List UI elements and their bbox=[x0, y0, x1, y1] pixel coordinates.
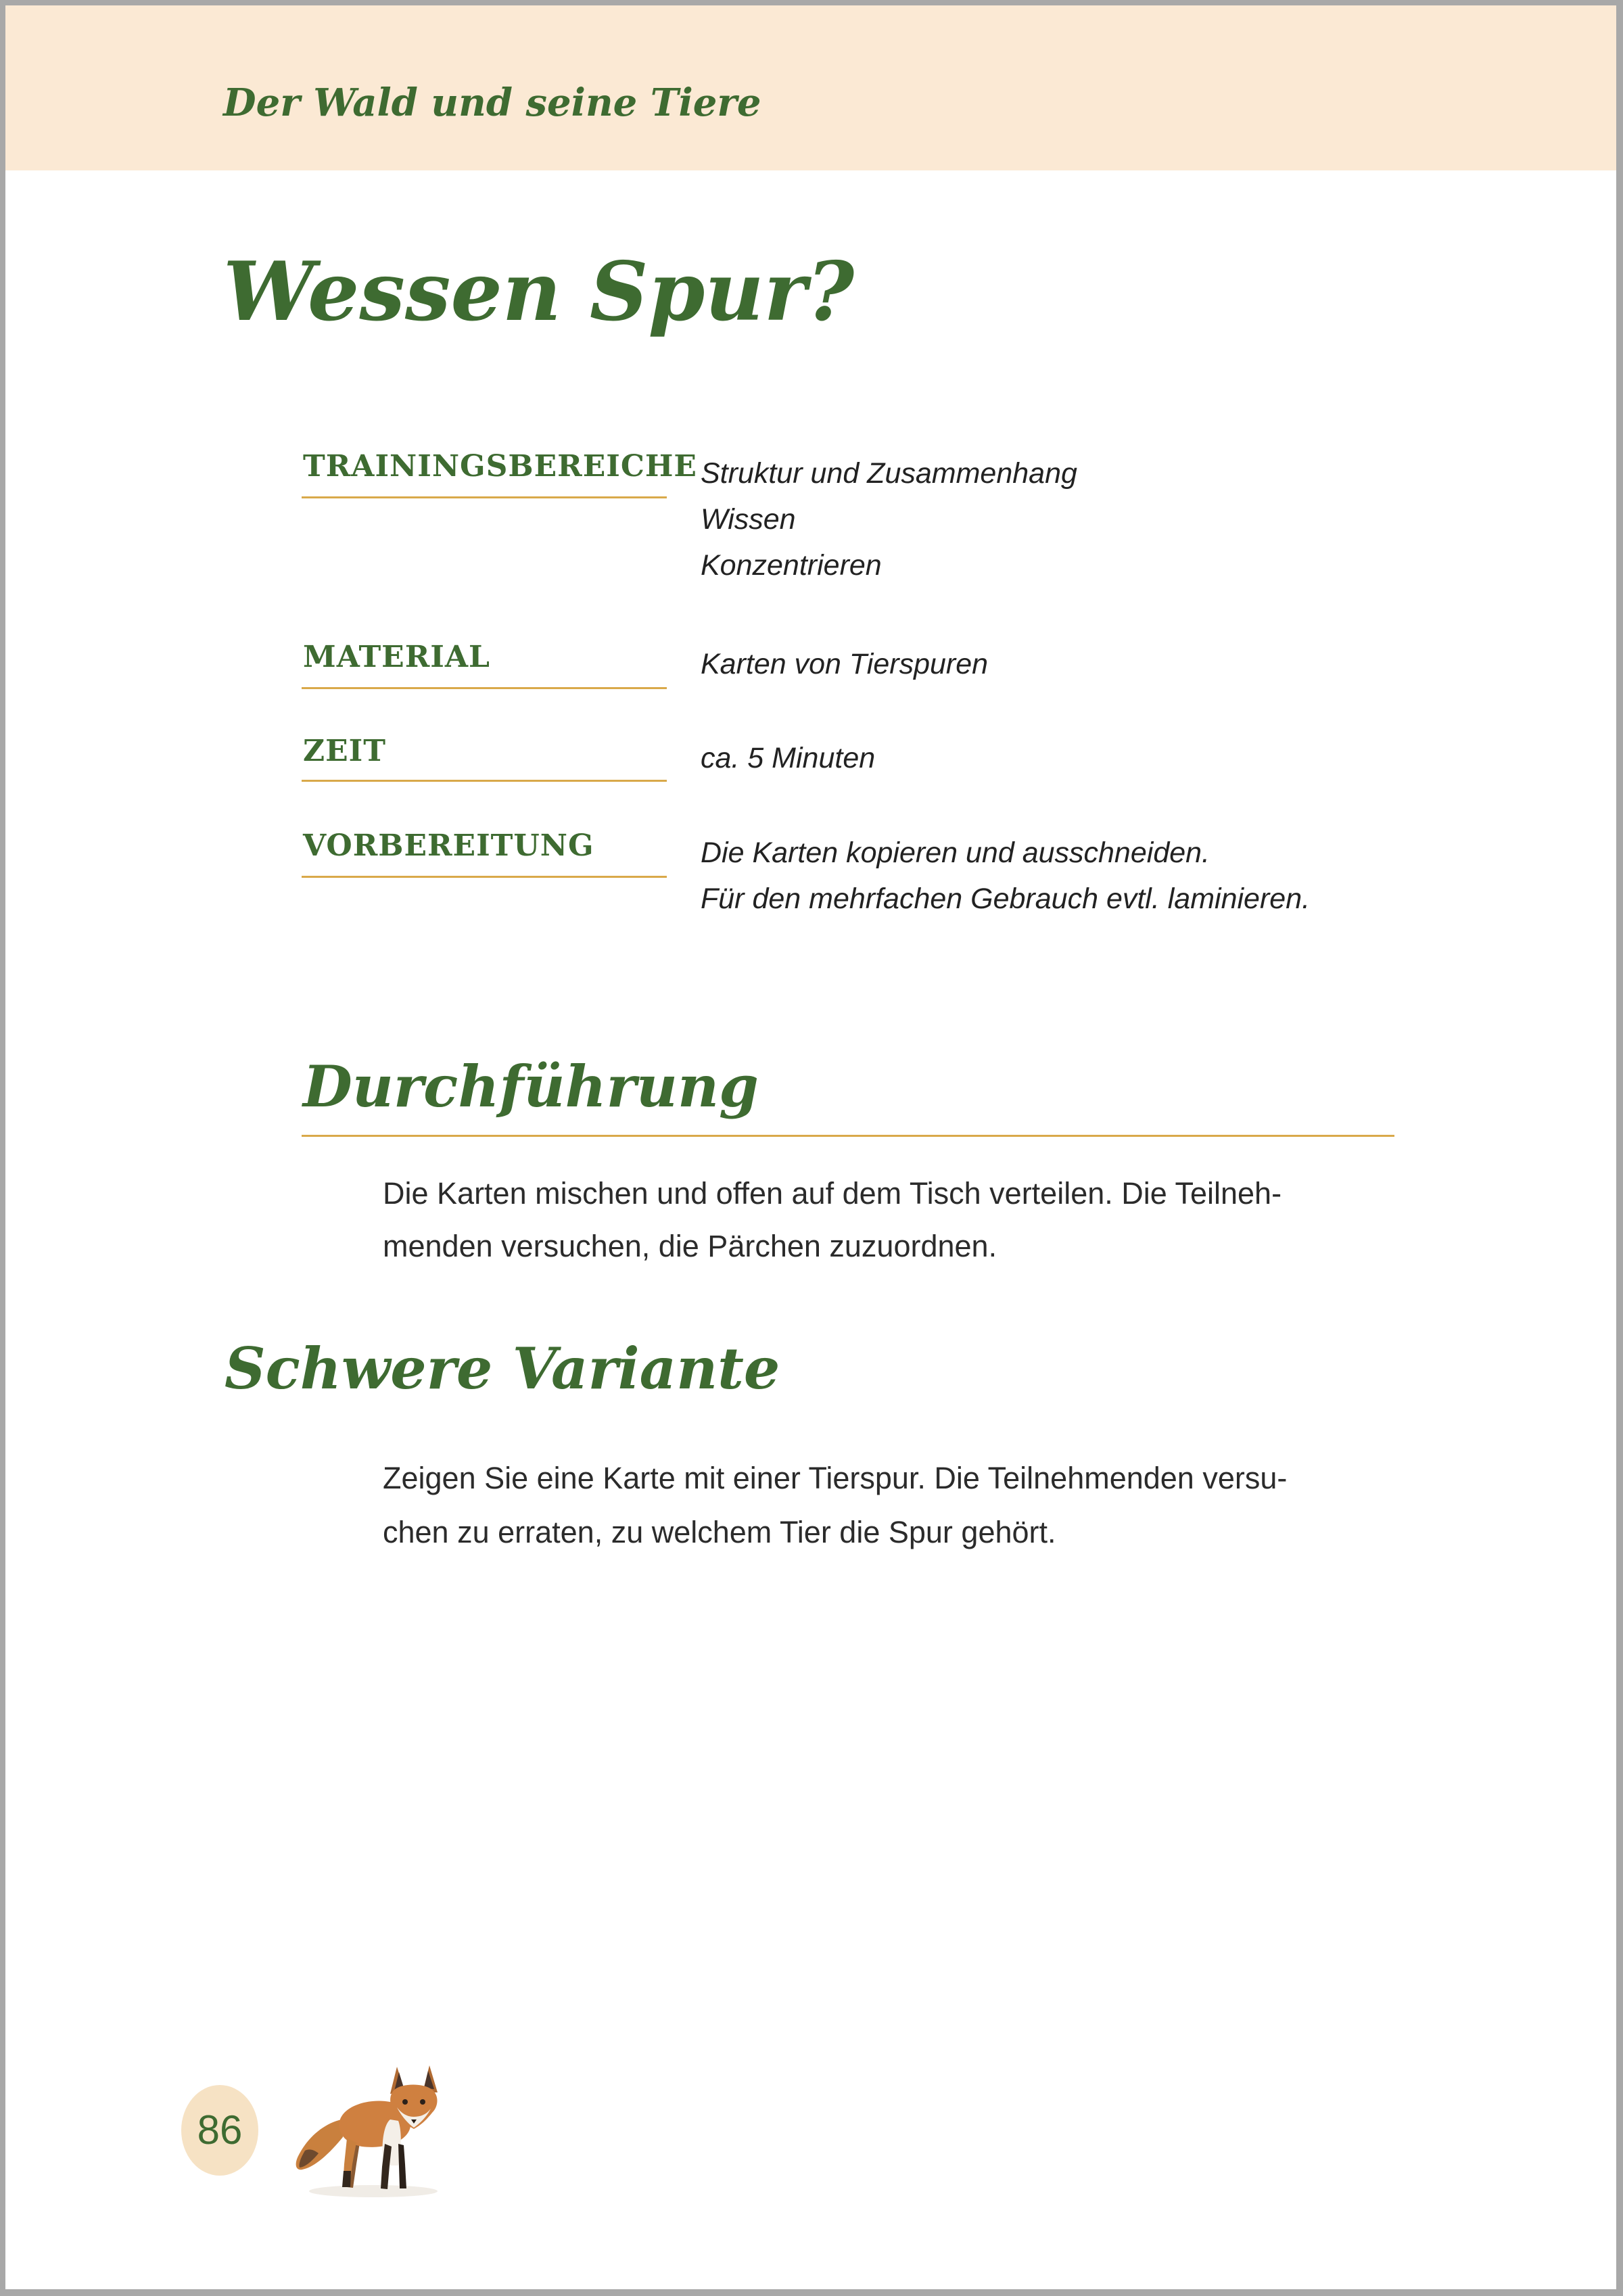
body-line: menden versuchen, die Pärchen zuzuordnen. bbox=[383, 1229, 997, 1263]
info-label-vorbereitung: VORBEREITUNG bbox=[303, 828, 594, 863]
page-title: Wessen Spur? bbox=[223, 244, 855, 339]
page-number-badge bbox=[181, 2085, 258, 2176]
chapter-title: Der Wald und seine Tiere bbox=[223, 80, 761, 125]
info-values-zeit bbox=[701, 735, 875, 781]
label-underline bbox=[302, 687, 667, 689]
info-label-zeit: ZEIT bbox=[303, 734, 386, 768]
info-value-line: Konzentrieren bbox=[701, 549, 882, 582]
info-label-trainingsbereiche: TRAININGSBEREICHE bbox=[303, 449, 697, 484]
fox-illustration bbox=[289, 2057, 454, 2201]
info-values-material bbox=[701, 641, 988, 687]
page-background bbox=[5, 5, 1616, 2289]
section-heading-schwere-variante: Schwere Variante bbox=[225, 1335, 780, 1402]
info-label-material: MATERIAL bbox=[303, 640, 490, 674]
section-heading-durchfuehrung: Durchführung bbox=[303, 1053, 759, 1120]
info-values-trainingsbereiche bbox=[701, 450, 1077, 588]
info-value-line: ca. 5 Minuten bbox=[701, 742, 876, 774]
info-values-vorbereitung bbox=[701, 830, 1310, 922]
body-line: chen zu erraten, zu welchem Tier die Spur gehört. bbox=[383, 1515, 1056, 1549]
info-value-line: Für den mehrfachen Gebrauch evtl. laminieren. bbox=[701, 883, 1311, 915]
label-underline bbox=[302, 780, 667, 782]
info-value-line: Karten von Tierspuren bbox=[701, 648, 989, 680]
page-number: 86 bbox=[197, 2107, 243, 2153]
body-line: Die Karten mischen und offen auf dem Tisch verteilen. Die Teilneh- bbox=[383, 1176, 1282, 1211]
section-body-durchfuehrung bbox=[383, 1167, 1281, 1273]
label-underline bbox=[302, 496, 667, 498]
label-underline bbox=[302, 876, 667, 878]
section-underline bbox=[302, 1135, 1394, 1137]
body-line: Zeigen Sie eine Karte mit einer Tierspur. Die Teilnehmenden versu- bbox=[383, 1461, 1288, 1495]
info-value-line: Die Karten kopieren und ausschneiden. bbox=[701, 837, 1210, 869]
fox-photo bbox=[289, 2057, 454, 2201]
info-value-line: Struktur und Zusammenhang bbox=[701, 457, 1077, 490]
info-value-line: Wissen bbox=[701, 503, 796, 536]
section-body-schwere-variante bbox=[383, 1451, 1287, 1560]
